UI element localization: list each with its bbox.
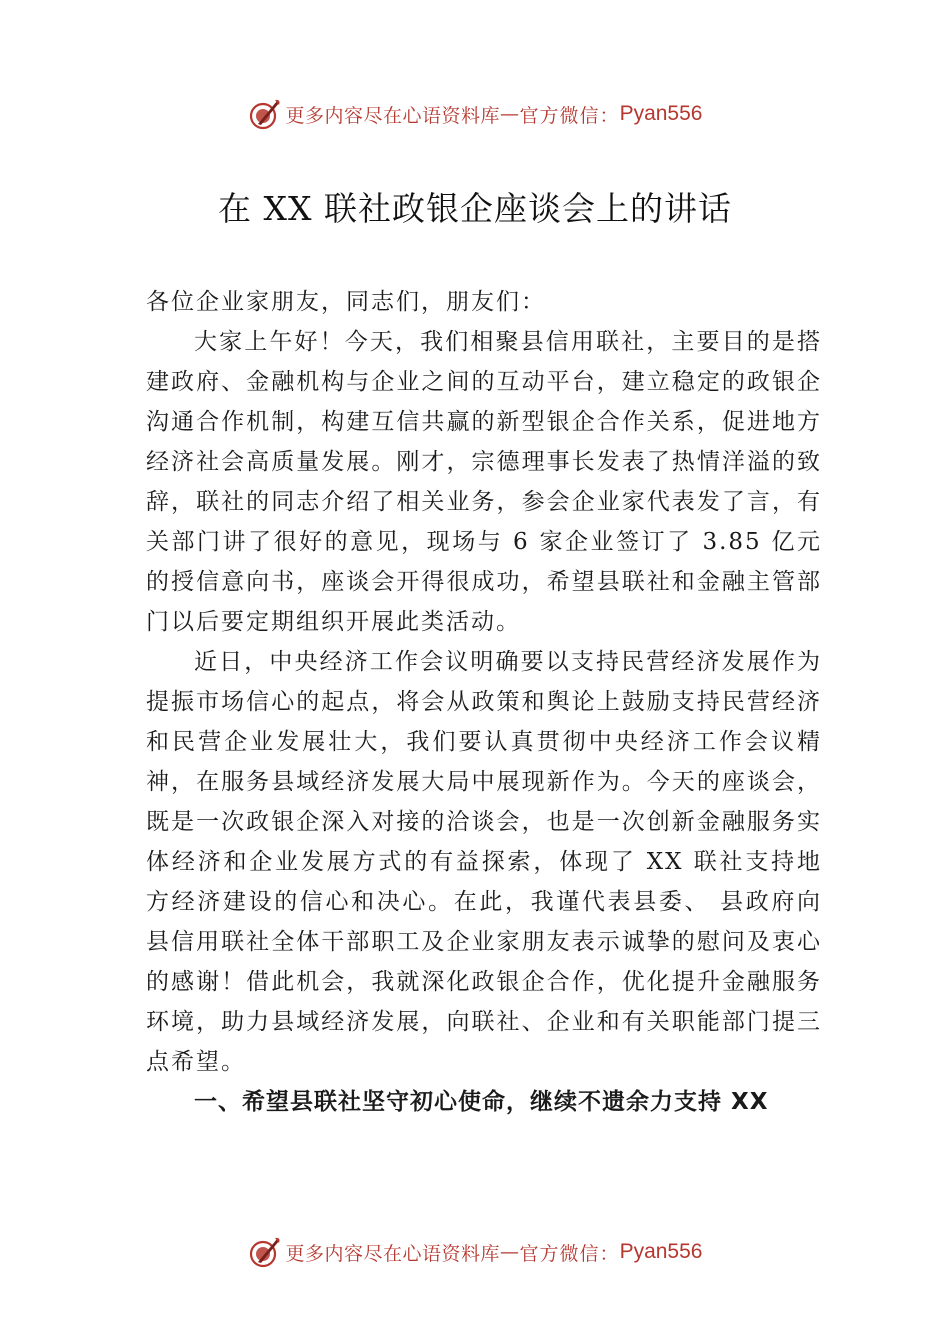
document-body <box>146 282 822 1122</box>
paragraph: 近日，中央经济工作会议明确要以支持民营经济发展作为提振市场信心的起点，将会从政策和舆论上鼓励支持民营经济和民营企业发展壮大，我们要认真贯彻中央经济工作会议精神，在服务县域经济发展大局中展现新作为。今天的座谈会，既是一次政银企深入对接的洽谈会，也是一次创新金融服务实体经济和企业发展方式的有益探索，体现了 XX 联社支持地方经济建设的信心和决心。在此，我谨代表县委、 县政府向县信用联社全体干部职工及企业家朋友表示诚挚的慰问及衷心的感谢！借此机会，我就深化政银企合作，优化提升金融服务环境，助力县域经济发展，向联社、企业和有关职能部门提三点希望。 <box>146 649 822 1075</box>
banner-text: 更多内容尽在心语资料库 <box>285 1242 501 1265</box>
footer-watermark-banner <box>0 1232 950 1272</box>
banner-wechat-label: 官方微信： <box>519 104 620 127</box>
banner-wechat-id: Pyan556 <box>619 1240 703 1263</box>
banner-wechat-id: Pyan556 <box>619 102 703 125</box>
paragraph: 大家上午好！今天，我们相聚县信用联社，主要目的是搭建政府、金融机构与企业之间的互动平台，建立稳定的政银企沟通合作机制，构建互信共赢的新型银企合作关系，促进地方经济社会高质量发展。刚才，宗德理事长发表了热情洋溢的致辞，联社的同志介绍了相关业务，参会企业家代表发了言，有关部门讲了很好的意见，现场与 6 家企业签订了 3.85 亿元的授信意向书，座谈会开得很成功，希望县联社和金融主管部门以后要定期组织开展此类活动。 <box>146 329 822 635</box>
header-watermark-banner <box>0 94 950 134</box>
quill-pen-logo-icon <box>248 97 282 131</box>
banner-wechat-label: 官方微信： <box>519 1242 620 1265</box>
banner-dash: — <box>500 103 520 125</box>
quill-pen-logo-icon <box>248 1235 282 1269</box>
greeting: 各位企业家朋友，同志们，朋友们： <box>146 289 546 315</box>
banner-dash: — <box>500 1241 520 1263</box>
banner-text: 更多内容尽在心语资料库 <box>285 104 501 127</box>
document-title: 在 XX 联社政银企座谈会上的讲话 <box>218 189 732 228</box>
section-heading: 一、希望县联社坚守初心使命，继续不遗余力支持 XX <box>194 1089 769 1115</box>
